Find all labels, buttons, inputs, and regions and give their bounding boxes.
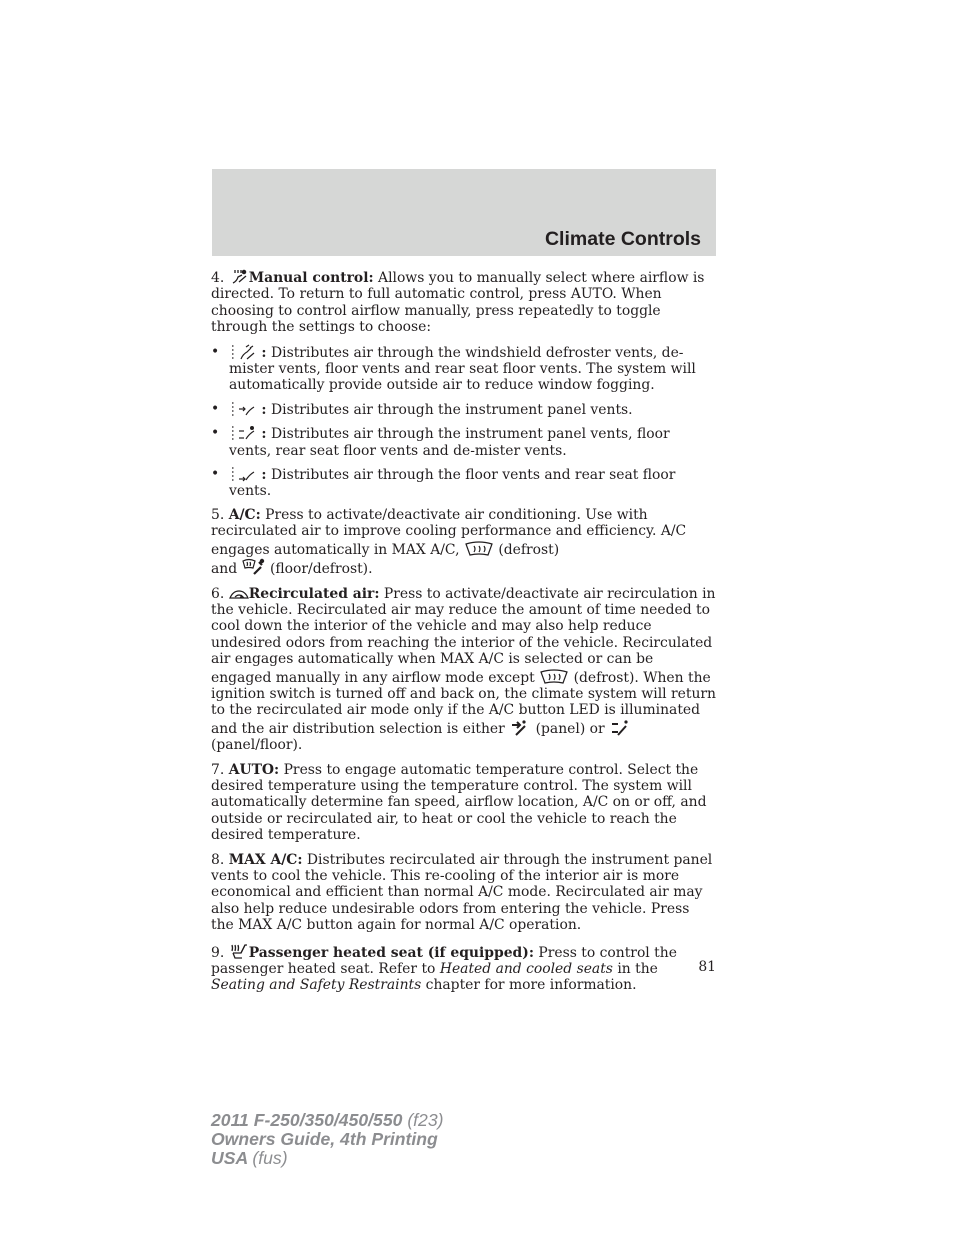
windshield-defrost-floor-mode-icon xyxy=(229,344,257,360)
list-item-text: Distributes air through the floor vents and rear seat floor vents. xyxy=(229,467,676,500)
panel-floor-mode-icon xyxy=(229,425,257,441)
footer-line-model xyxy=(211,1111,444,1130)
footer-line-region xyxy=(211,1149,444,1168)
manual-airflow-icon xyxy=(229,269,249,285)
separator-colon: : xyxy=(261,426,267,443)
item-number: 7. xyxy=(211,761,225,778)
footer-region: USA xyxy=(211,1148,248,1169)
bullet-icon: • xyxy=(211,400,220,417)
item-text: Press to control the passenger heated seat. Refer to xyxy=(211,944,677,978)
item-label: MAX A/C: xyxy=(228,851,303,868)
defrost-icon xyxy=(464,540,494,557)
item-auto xyxy=(211,762,716,844)
item-text-continued: (defrost). When the ignition switch is turned off and back on, the climate system will return to the recirculated air mode only if the A/C button LED is illuminated and the air distribution selection is either xyxy=(211,669,716,737)
item-label: Recirculated air: xyxy=(248,585,380,602)
bullet-icon: • xyxy=(211,425,220,442)
airflow-mode-list xyxy=(211,344,716,500)
item-label: AUTO: xyxy=(228,761,280,778)
list-item xyxy=(211,425,716,459)
recirculated-air-icon xyxy=(229,589,249,601)
item-text: Press to activate/deactivate air recirculation in the vehicle. Recirculated air may reduce the amount of time needed to cool down the interior of the vehicle and may also help reduce undesired odors from reaching the interior of the vehicle. Recirculated air engages automatically when MAX A/C is selected or can be engaged manually in any airflow mode except xyxy=(211,585,716,686)
item-label: Manual control: xyxy=(248,270,374,286)
item-text: Press to engage automatic temperature control. Select the desired temperature using the temperature control. The system will automatically determine fan speed, airflow location, A/C on or off, and outside or recirculated air, to heat or cool the vehicle to reach the desired temperature. xyxy=(211,761,707,844)
cross-reference-link: Heated and cooled seats xyxy=(439,961,613,978)
list-item xyxy=(211,344,716,394)
bullet-icon: • xyxy=(211,466,220,483)
panel-mode-icon xyxy=(229,401,257,417)
heated-seat-icon xyxy=(229,942,249,960)
panel-floor-icon xyxy=(609,719,631,736)
item-text: Allows you to manually select where airflow is directed. To return to full automatic control, press AUTO. When choosing to control airflow manually, press repeatedly to toggle through the settings to choose: xyxy=(211,270,705,336)
list-item xyxy=(211,401,716,418)
page-number: 81 xyxy=(698,959,716,975)
footer xyxy=(211,1111,444,1169)
item-label: Passenger heated seat (if equipped): xyxy=(248,944,534,961)
item-max-ac xyxy=(211,852,716,934)
item-ac xyxy=(211,507,716,578)
item-number: 4. xyxy=(211,270,225,286)
bullet-icon: • xyxy=(211,343,220,360)
floor-mode-icon xyxy=(229,466,257,482)
item-recirculated-air xyxy=(211,586,716,754)
chapter-reference-link: Seating and Safety Restraints xyxy=(211,977,422,994)
footer-region-code: (fus) xyxy=(252,1148,288,1169)
floor-defrost-label: (floor/defrost). xyxy=(269,561,373,578)
item-label: A/C: xyxy=(228,506,261,523)
list-item-text: Distributes air through the instrument panel vents, floor vents, rear seat floor vents and de-mister vents. xyxy=(229,426,670,459)
item-text: Press to activate/deactivate air conditioning. Use with recirculated air to improve cooling performance and efficiency. A/C engages automatically in MAX A/C, xyxy=(211,506,687,558)
floor-defrost-icon xyxy=(242,558,266,576)
separator-colon: : xyxy=(261,467,267,484)
header-band xyxy=(212,169,716,256)
separator-colon: : xyxy=(261,401,267,418)
footer-line-guide: Owners Guide, 4th Printing xyxy=(211,1129,438,1150)
panel-icon xyxy=(509,719,531,736)
separator-colon: : xyxy=(261,344,267,361)
item-text-continued: in the xyxy=(617,961,658,978)
item-number: 9. xyxy=(211,944,225,961)
list-item xyxy=(211,466,716,500)
item-text: Distributes recirculated air through the instrument panel vents to cool the vehicle. This re-cooling of the interior air is more economical and efficient than normal A/C mode. Recirculated air may also help reduce undesirable odors from entering the vehicle. Press the MAX A/C button again for normal A/C operation. xyxy=(211,851,713,934)
item-number: 8. xyxy=(211,851,225,868)
panel-floor-label: (panel/floor). xyxy=(211,737,303,754)
item-passenger-heated-seat xyxy=(211,942,716,994)
defrost-label: (defrost) xyxy=(498,541,560,558)
item-manual-control xyxy=(211,269,716,336)
section-title: Climate Controls xyxy=(544,228,701,250)
list-item-text: Distributes air through the windshield defroster vents, de-mister vents, floor vents and rear seat floor vents. The system will automatically provide outside air to reduce window fogging. xyxy=(229,344,696,394)
panel-label: (panel) or xyxy=(535,720,605,737)
footer-model: 2011 F-250/350/450/550 xyxy=(211,1110,403,1130)
item-number: 5. xyxy=(211,506,225,523)
item-number: 6. xyxy=(211,585,225,602)
item-text-end: chapter for more information. xyxy=(425,977,637,994)
footer-model-code: (f23) xyxy=(407,1110,444,1130)
and-text: and xyxy=(211,561,238,578)
list-item-text: Distributes air through the instrument panel vents. xyxy=(270,401,633,418)
defrost-icon xyxy=(539,668,569,685)
page-content xyxy=(211,269,716,1002)
